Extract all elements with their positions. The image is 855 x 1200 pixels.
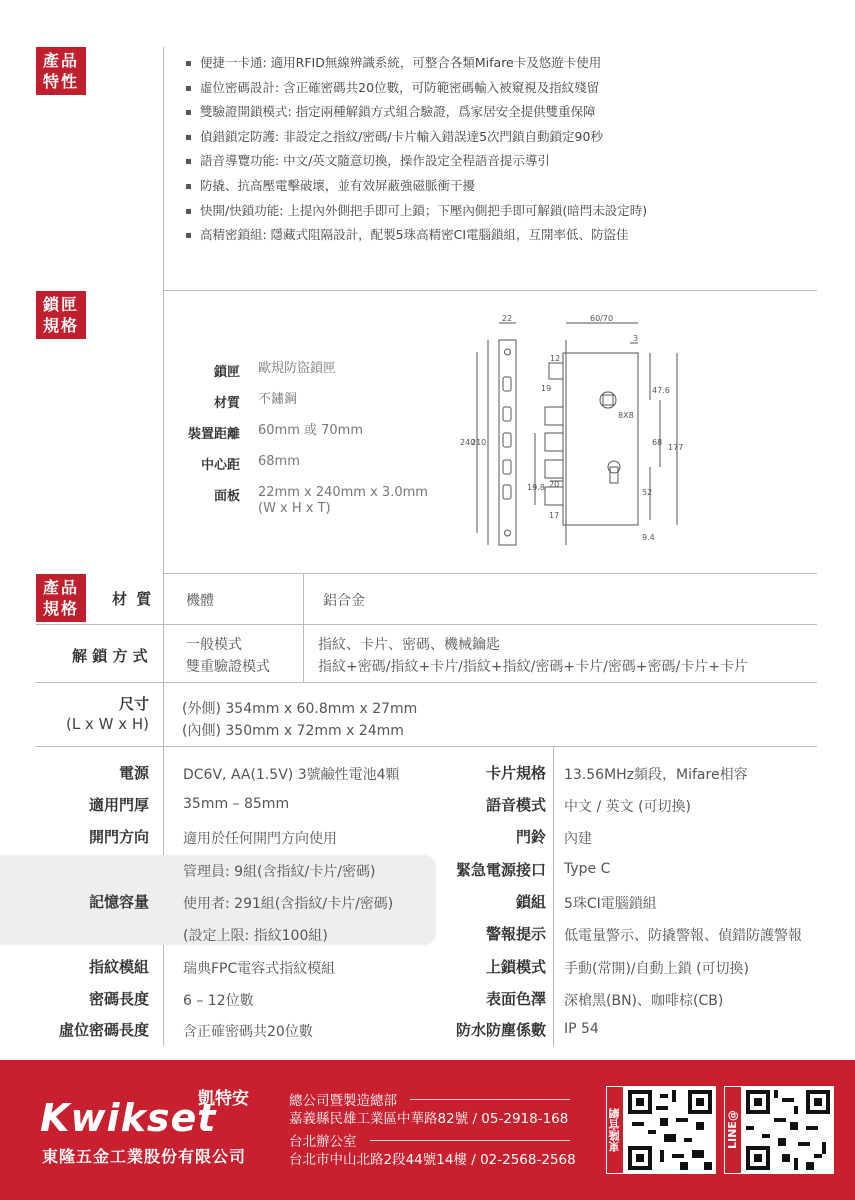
unlock-value: 指紋+密碼/指紋+卡片/指紋+指紋/密碼+卡片/密碼+密碼/卡片+卡片 (318, 659, 748, 675)
divider (553, 746, 554, 1046)
spec-label: 指紋模組 (88, 958, 149, 976)
body-value: 鋁合金 (323, 593, 365, 609)
spec-value: (設定上限: 指紋100組) (183, 928, 328, 944)
divider (163, 290, 817, 291)
divider (370, 1140, 570, 1141)
spec-value: Type C (564, 861, 611, 877)
lock-spec-tag: 鎖匣 規格 (36, 291, 86, 339)
dim-label: 52 (642, 488, 653, 497)
dim-label: 20 (549, 480, 560, 489)
spec-value: 6 – 12位數 (183, 993, 254, 1009)
lock-spec-value: 不鏽鋼 (258, 392, 298, 407)
dim-label: 12 (550, 354, 561, 363)
spec-value: 含正確密碼共20位數 (183, 1024, 313, 1040)
unlock-mode: 一般模式 (186, 637, 242, 653)
feature-item: 快開/快鎖功能: 上提內外側把手即可上鎖；下壓內側把手即可解鎖(暗閂未設定時) (186, 199, 647, 224)
dim-label: 8X8 (618, 411, 634, 420)
dim-label: 177 (668, 443, 684, 452)
dim-label: 47.6 (652, 386, 670, 395)
spec-value: 中文 / 英文 (可切換) (564, 799, 691, 815)
unlock-value: 指紋、卡片、密碼、機械鑰匙 (318, 637, 500, 653)
feature-item: 防撬、抗高壓電擊破壞，並有效屏蔽強磁脈衝干擾 (186, 174, 647, 199)
size-value: (內側) 350mm x 72mm x 24mm (182, 723, 404, 739)
spec-value: 瑞典FPC電容式指紋模組 (183, 961, 336, 977)
feature-item: 虛位密碼設計: 含正確密碼共20位數，可防範密碼輸入被窺視及指紋殘留 (186, 76, 647, 101)
divider (163, 573, 817, 574)
size-label: 尺寸 (118, 695, 149, 713)
feature-item: 雙驗證開鎖模式: 指定兩種解鎖方式組合驗證，爲家居安全提供雙重保障 (186, 100, 647, 125)
spec-value: 內建 (564, 831, 592, 847)
spec-label: 警報提示 (485, 925, 546, 943)
hq-title: 總公司暨製造總部 (289, 1093, 397, 1109)
divider (163, 573, 164, 746)
spec-label: 門鈴 (515, 828, 546, 846)
size-label-dims: (L x W x H) (66, 715, 149, 733)
spec-label: 防水防塵係數 (455, 1021, 546, 1039)
size-value: (外側) 354mm x 60.8mm x 27mm (182, 701, 418, 717)
spec-value: 適用於任何開門方向使用 (183, 831, 337, 847)
features-list (186, 51, 647, 248)
divider (410, 1099, 570, 1100)
feature-item: 高精密鎖組: 隱藏式阻隔設計，配製5珠高精密CI電腦鎖組，互開率低、防盜佳 (186, 223, 647, 248)
spec-label: 虛位密碼長度 (58, 1021, 149, 1039)
taipei-address: 台北市中山北路2段44號14樓 / 02-2568-2568 (289, 1152, 576, 1168)
material-label: 材 質 (112, 590, 154, 608)
feature-item: 語音導覽功能: 中文/英文隨意切換，操作設定全程語音提示導引 (186, 149, 647, 174)
spec-label: 鎖組 (515, 893, 546, 911)
spec-label: 緊急電源接口 (455, 861, 546, 879)
dim-label: 68 (652, 438, 663, 447)
spec-label: 表面色澤 (485, 990, 546, 1008)
dim-label: 240 (460, 438, 476, 447)
company-name: 東隆五金工業股份有限公司 (42, 1147, 247, 1166)
dim-label: 17 (549, 511, 560, 520)
spec-value: DC6V, AA(1.5V) 3號鹼性電池4顆 (183, 767, 400, 783)
brand-logo: Kwikset (40, 1096, 217, 1140)
spec-label: 記憶容量 (88, 893, 149, 911)
brand-cn: 凱特安 (198, 1089, 249, 1109)
qr-code-line[interactable] (742, 1086, 834, 1174)
dim-label: 3 (633, 334, 639, 343)
spec-value: 管理員: 9組(含指紋/卡片/密碼) (183, 864, 376, 880)
body-label: 機體 (186, 593, 214, 609)
spec-label: 語音模式 (485, 796, 546, 814)
spec-value: 使用者: 291組(含指紋/卡片/密碼) (183, 896, 394, 912)
lock-spec-value: 60mm 或 70mm (258, 423, 364, 438)
spec-value: 13.56MHz頻段，Mifare相容 (564, 767, 748, 783)
unlock-mode: 雙重驗證模式 (186, 659, 270, 675)
divider (36, 682, 817, 683)
qr-code-website[interactable] (624, 1086, 716, 1174)
spec-label: 適用門厚 (88, 796, 149, 814)
spec-label: 卡片規格 (485, 764, 546, 782)
spec-label: 開門方向 (88, 828, 149, 846)
divider (36, 624, 817, 625)
spec-value: 5珠CI電腦鎖組 (564, 896, 657, 912)
product-spec-tag: 產品 規格 (36, 574, 86, 622)
dim-label: 19.8 (527, 483, 545, 492)
taipei-title: 台北辦公室 (289, 1134, 357, 1150)
qr-code-icon (742, 1086, 834, 1174)
footer (0, 1060, 855, 1200)
hq-address: 嘉義縣民雄工業區中華路82號 / 05-2918-168 (289, 1111, 569, 1127)
spec-label: 密碼長度 (88, 990, 149, 1008)
dim-label: 19 (541, 384, 552, 393)
divider (36, 746, 817, 747)
spec-value: 深槍黑(BN)、咖啡棕(CB) (564, 993, 724, 1009)
dim-label: 60/70 (590, 315, 614, 323)
spec-label: 上鎖模式 (485, 958, 546, 976)
lock-spec-value: (W x H x T) (258, 501, 331, 516)
spec-value: 35mm – 85mm (183, 796, 290, 812)
unlock-label: 解 鎖 方 式 (72, 647, 148, 665)
lock-body-diagram (455, 315, 695, 555)
dim-label: 210 (471, 438, 487, 447)
divider (303, 573, 304, 682)
qr-code-icon (624, 1086, 716, 1174)
divider (163, 47, 164, 574)
lock-spec-value: 22mm x 240mm x 3.0mm (258, 485, 428, 500)
spec-label: 電源 (118, 764, 149, 782)
spec-value: 手動(常開)/自動上鎖 (可切換) (564, 961, 750, 977)
qr-label: LINE@ (724, 1086, 742, 1174)
lock-spec-value: 歐規防盜鎖匣 (258, 361, 337, 376)
spec-value: 低電量警示、防撬警報、偵錯防護警報 (564, 928, 802, 944)
spec-value: IP 54 (564, 1021, 599, 1037)
feature-item: 便捷一卡通: 適用RFID無線辨識系統，可整合各類Mifare卡及悠遊卡使用 (186, 51, 647, 76)
qr-label: 東隆官網 (606, 1086, 624, 1174)
dim-label: 9.4 (642, 533, 655, 542)
features-tag: 產品 特性 (36, 47, 86, 95)
feature-item: 偵錯鎖定防護: 非設定之指紋/密碼/卡片輸入錯誤達5次門鎖自動鎖定90秒 (186, 125, 647, 150)
lock-spec-value: 68mm (258, 454, 300, 469)
dim-label: 22 (502, 315, 513, 323)
